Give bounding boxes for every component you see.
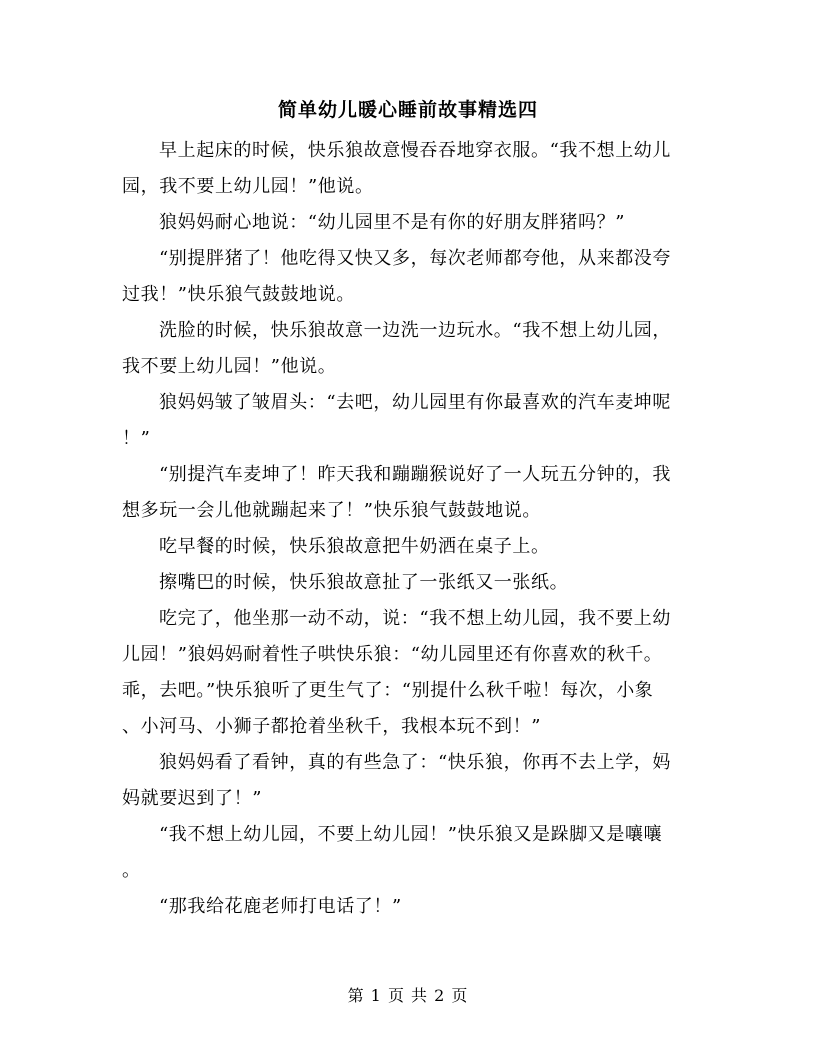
text-line: 吃早餐的时候，快乐狼故意把牛奶洒在桌子上。 bbox=[159, 536, 550, 557]
text-line: “那我给花鹿老师打电话了！” bbox=[159, 896, 402, 917]
text-line: 狼妈妈皱了皱眉头：“去吧，幼儿园里有你最喜欢的汽车麦坤呢 bbox=[159, 392, 671, 413]
text-line: “我不想上幼儿园，不要上幼儿园！”快乐狼又是跺脚又是嚷嚷 bbox=[159, 824, 663, 845]
text-line: 乖，去吧。”快乐狼听了更生气了：“别提什么秋千啦！每次，小象 bbox=[122, 680, 654, 701]
text-line: 妈就要迟到了！” bbox=[122, 788, 263, 809]
page-number-footer: 第 1 页 共 2 页 bbox=[347, 986, 469, 1005]
text-line: 早上起床的时候，快乐狼故意慢吞吞地穿衣服。“我不想上幼儿 bbox=[159, 140, 671, 161]
text-line: “别提汽车麦坤了！昨天我和蹦蹦猴说好了一人玩五分钟的，我 bbox=[159, 464, 671, 485]
text-line: 园，我不要上幼儿园！”他说。 bbox=[122, 176, 374, 197]
text-line: 想多玩一会儿他就蹦起来了！”快乐狼气鼓鼓地说。 bbox=[122, 500, 541, 521]
text-line: 擦嘴巴的时候，快乐狼故意扯了一张纸又一张纸。 bbox=[159, 572, 569, 593]
text-line: 洗脸的时候，快乐狼故意一边洗一边玩水。“我不想上幼儿园， bbox=[159, 320, 671, 341]
text-line: “别提胖猪了！他吃得又快又多，每次老师都夸他，从来都没夸 bbox=[159, 248, 671, 269]
story-title: 简单幼儿暖心睡前故事精选四 bbox=[277, 99, 538, 121]
text-line: 我不要上幼儿园！”他说。 bbox=[122, 356, 337, 377]
text-line: 儿园！”狼妈妈耐着性子哄快乐狼：“幼儿园里还有你喜欢的秋千。 bbox=[122, 644, 663, 665]
text-line: 、小河马、小狮子都抢着坐秋千，我根本玩不到！” bbox=[122, 716, 541, 737]
text-line: 狼妈妈看了看钟，真的有些急了：“快乐狼，你再不去上学，妈 bbox=[159, 752, 671, 773]
text-line: ！” bbox=[122, 428, 151, 449]
text-line: 。 bbox=[122, 860, 141, 881]
text-line: 过我！”快乐狼气鼓鼓地说。 bbox=[122, 284, 356, 305]
text-line: 吃完了，他坐那一动不动，说：“我不想上幼儿园，我不要上幼 bbox=[159, 608, 671, 629]
text-line: 狼妈妈耐心地说：“幼儿园里不是有你的好朋友胖猪吗？” bbox=[159, 212, 626, 233]
